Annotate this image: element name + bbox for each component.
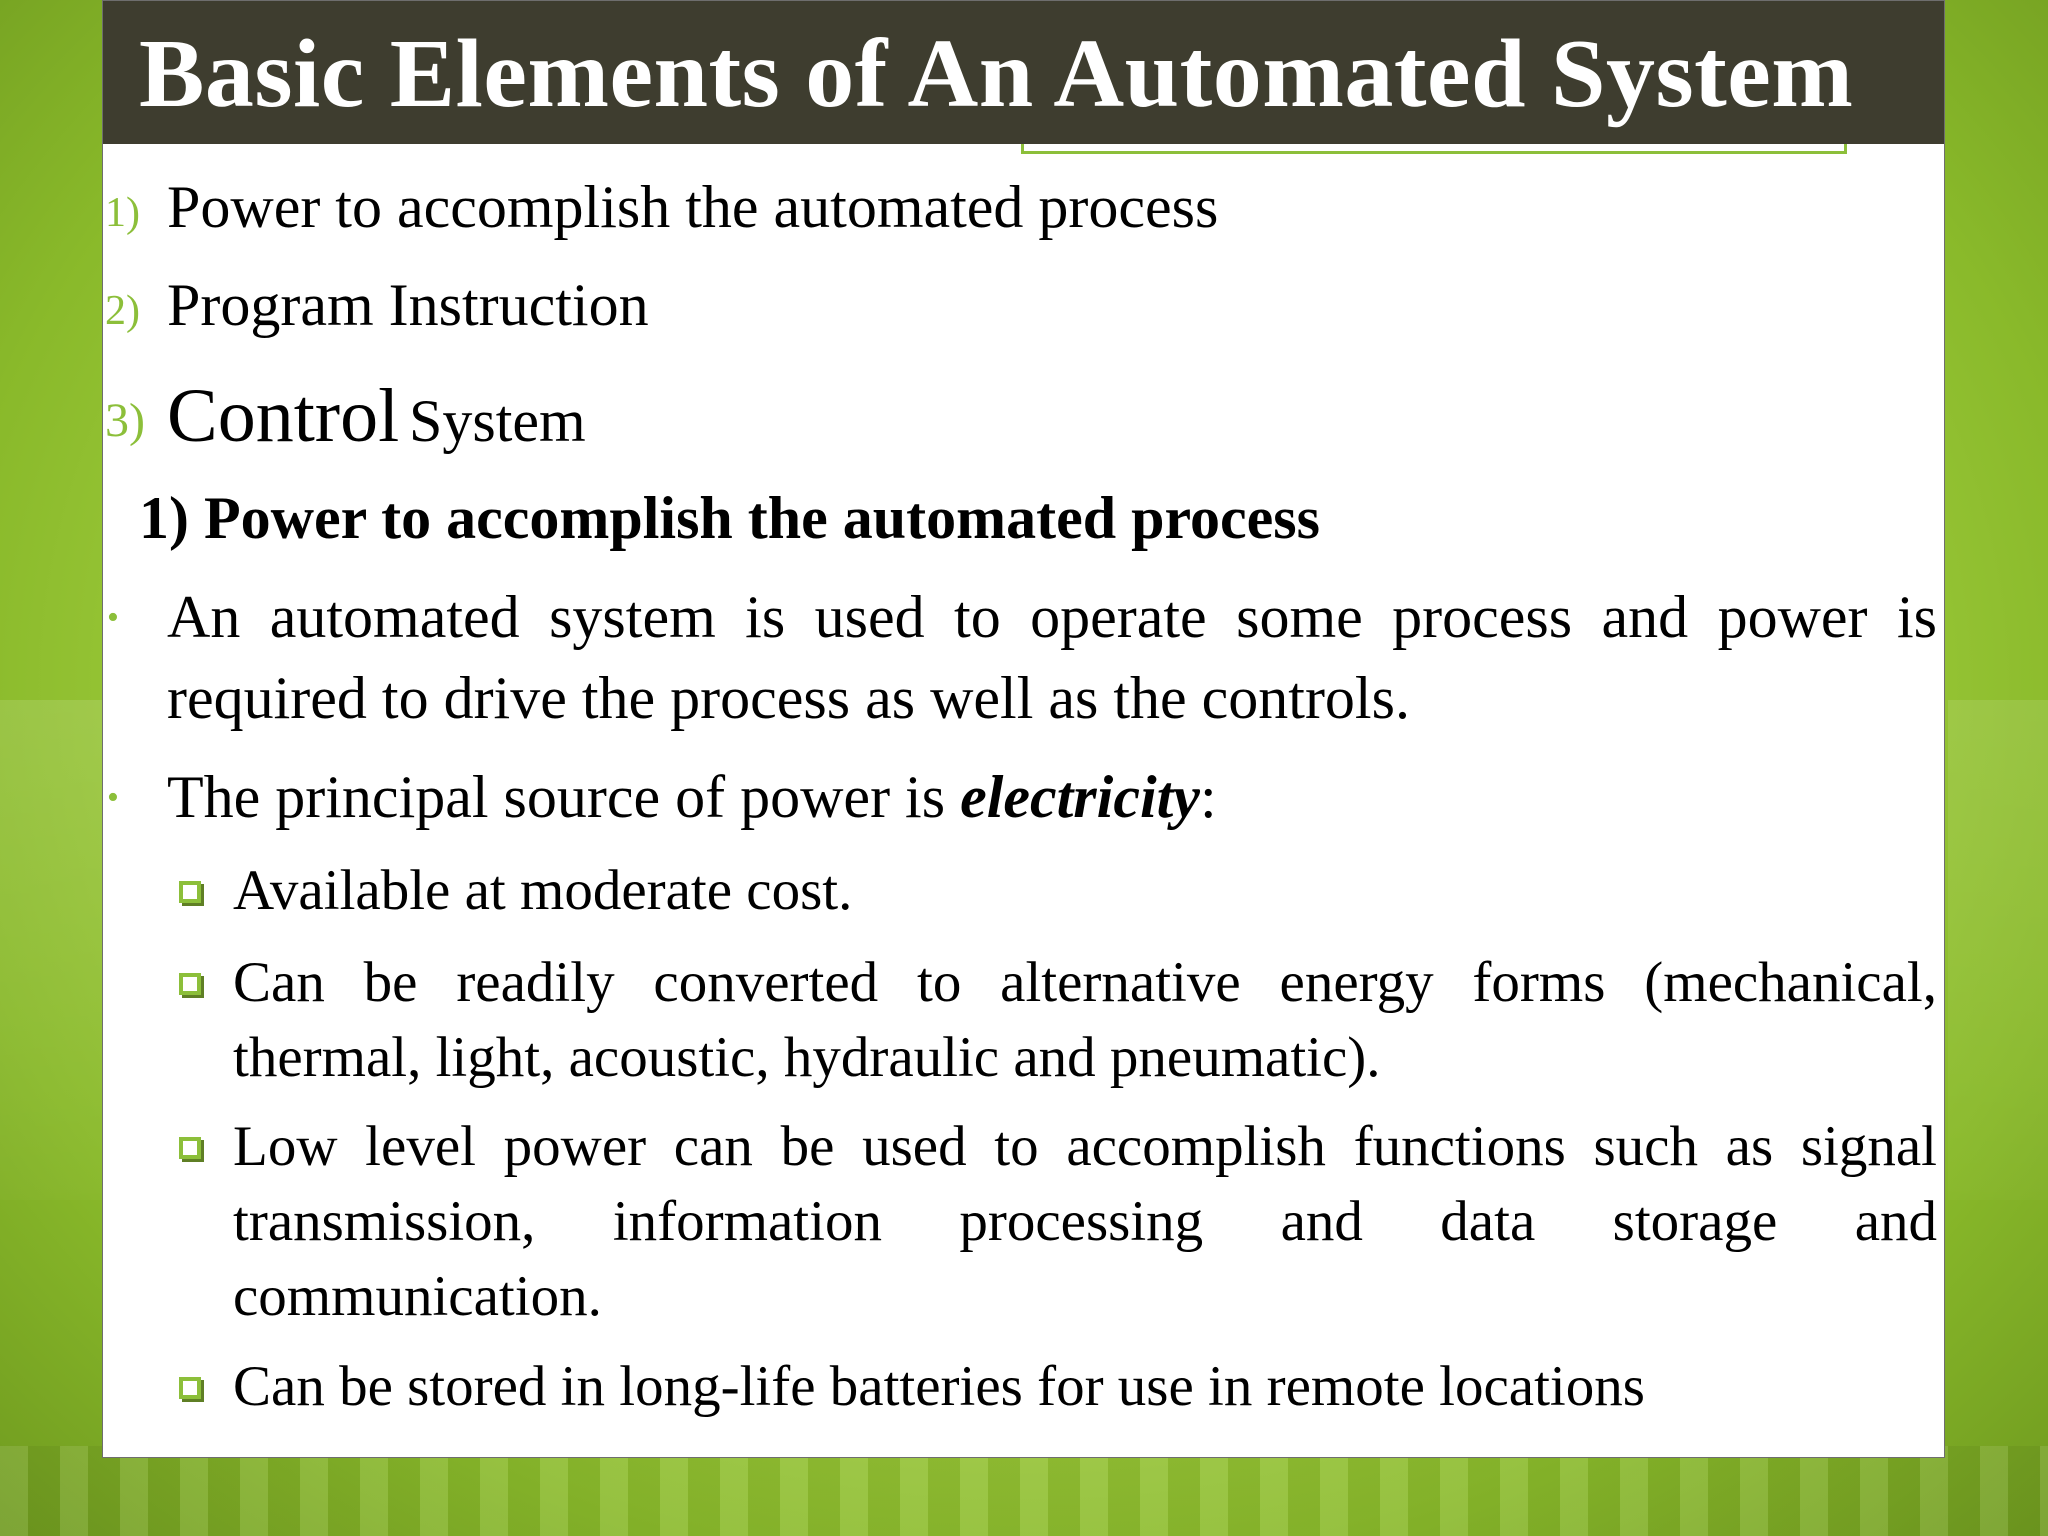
checkbox-square-icon xyxy=(179,1137,201,1159)
checkbox-square-icon xyxy=(179,1377,201,1399)
bullet-dot: • xyxy=(107,599,119,636)
title-accent-line xyxy=(1021,144,1847,154)
background-bars xyxy=(0,1446,2048,1536)
slide-title: Basic Elements of An Automated System xyxy=(139,20,1854,128)
numbered-item-text: Power to accomplish the automated process xyxy=(167,174,1219,240)
checkbox-square-icon xyxy=(179,881,201,903)
bullet-text: An automated system is used to operate some process and power is required to drive the process as well as the controls. xyxy=(167,584,1937,731)
numbered-marker: 2) xyxy=(105,288,140,334)
bullet-text-before: The principal source of power is xyxy=(167,764,961,830)
checkbox-square-icon xyxy=(179,973,201,995)
numbered-marker: 3) xyxy=(105,394,145,447)
background-decoration-left xyxy=(0,700,102,1200)
title-bar xyxy=(103,1,1944,144)
bullet-dot: • xyxy=(107,779,119,816)
bullet-text xyxy=(167,757,1937,838)
numbered-item-text: Program Instruction xyxy=(167,272,649,338)
slide-content-panel xyxy=(102,0,1945,1458)
section-heading: 1) Power to accomplish the automated process xyxy=(139,485,1320,551)
sub-item-text: Can be readily converted to alternative energy forms (mechanical, thermal, light, acoustic, hydraulic and pneumatic). xyxy=(233,951,1937,1089)
numbered-item-text-large: Control xyxy=(167,374,400,458)
sub-item-text: Available at moderate cost. xyxy=(233,859,853,922)
bullet-text-after: : xyxy=(1199,764,1217,830)
background-decoration-right xyxy=(1948,700,2048,1200)
sub-item-text: Can be stored in long-life batteries for use in remote locations xyxy=(233,1355,1645,1418)
numbered-marker: 1) xyxy=(105,190,140,236)
numbered-item-text-small: System xyxy=(409,388,586,454)
sub-item-text: Low level power can be used to accomplish functions such as signal transmission, information processing and data storage and communication. xyxy=(233,1115,1937,1328)
bullet-text-emphasis: electricity xyxy=(960,764,1200,830)
